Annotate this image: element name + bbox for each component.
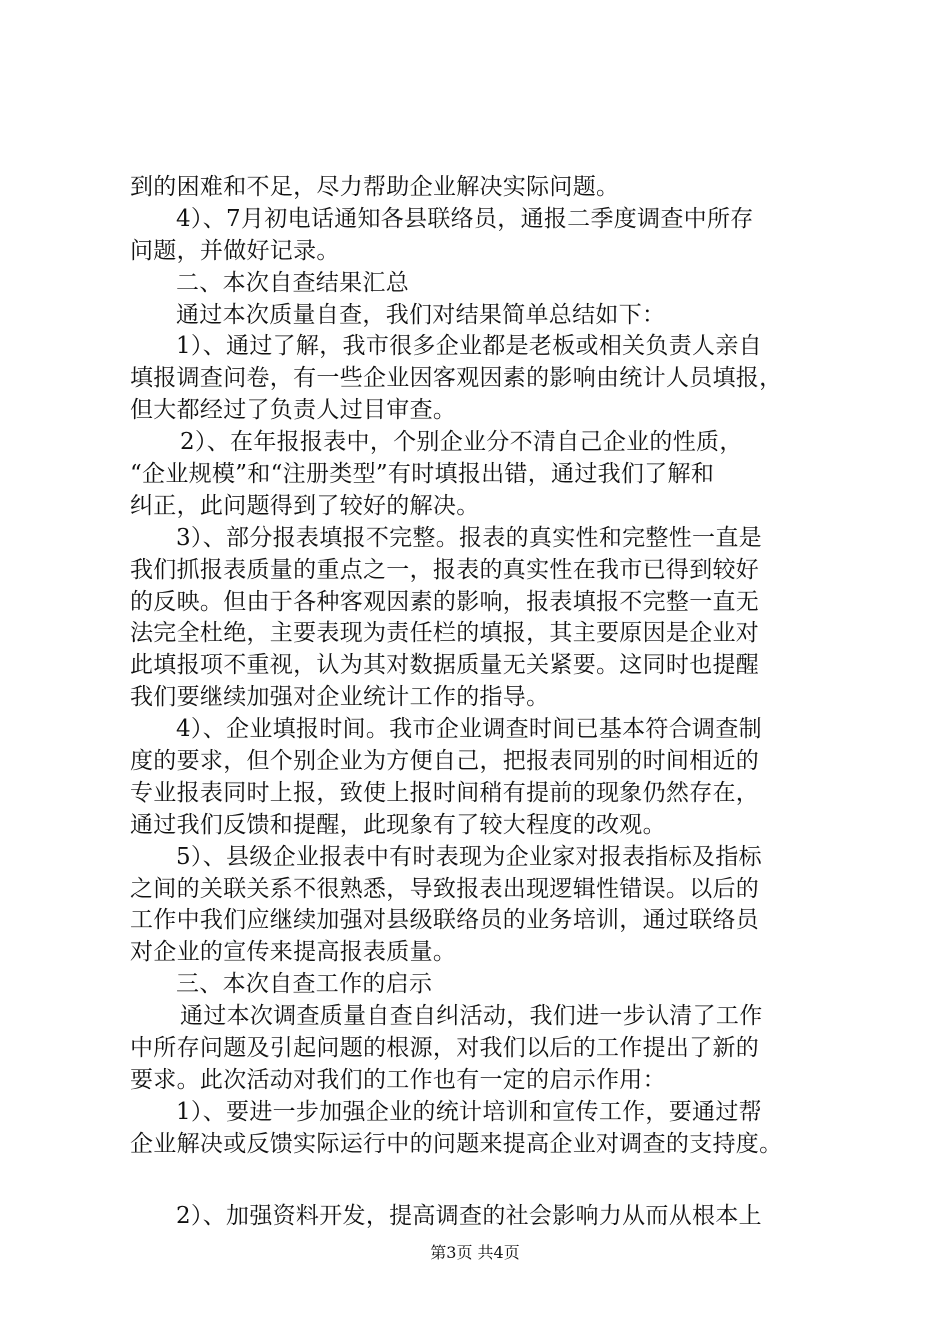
text-line: 法完全杜绝，主要表现为责任栏的填报，其主要原因是企业对 (130, 620, 760, 647)
text-line: 要求。此次活动对我们的工作也有一定的启示作用： (130, 1066, 666, 1093)
list-item-2: 2）、在年报报表中，个别企业分不清自己企业的性质， (180, 429, 743, 456)
page-number: 第3页 共4页 (430, 1243, 520, 1262)
text-line: 问题，并做好记录。 (130, 237, 340, 264)
text-line: 专业报表同时上报，致使上报时间稍有提前的现象仍然存在， (130, 779, 760, 806)
list-item-3: 3）、部分报表填报不完整。报表的真实性和完整性一直是 (176, 524, 762, 551)
text-line: 对企业的宣传来提高报表质量。 (130, 939, 457, 966)
list-item-1: 1）、通过了解，我市很多企业都是老板或相关负责人亲自 (176, 333, 762, 360)
text-line: 通过我们反馈和提醒，此现象有了较大程度的改观。 (130, 811, 666, 838)
paragraph-intro: 通过本次调查质量自查自纠活动，我们进一步认清了工作 (180, 1003, 763, 1030)
paragraph-gap (130, 1161, 830, 1201)
text-line: 纠正，此问题得到了较好的解决。 (130, 492, 480, 519)
text-line: 工作中我们应继续加强对县级联络员的业务培训，通过联络员 (130, 907, 760, 934)
text-line: 企业解决或反馈实际运行中的问题来提高企业对调查的支持度。 (130, 1130, 783, 1157)
page-footer (0, 1241, 950, 1265)
text-line: 此填报项不重视，认为其对数据质量无关紧要。这同时也提醒 (130, 652, 760, 679)
list-item-4: 4）、7月初电话通知各县联络员，通报二季度调查中所存 (176, 205, 754, 232)
section-heading-3: 三、本次自查工作的启示 (176, 971, 433, 998)
list-item-1: 1）、要进一步加强企业的统计培训和宣传工作，要通过帮 (176, 1098, 762, 1125)
list-item-4: 4）、企业填报时间。我市企业调查时间已基本符合调查制 (176, 716, 762, 743)
list-item-5: 5）、县级企业报表中有时表现为企业家对报表指标及指标 (176, 843, 762, 870)
text-line: 我们抓报表质量的重点之一，报表的真实性在我市已得到较好 (130, 556, 760, 583)
paragraph-intro: 通过本次质量自查，我们对结果简单总结如下： (176, 301, 666, 328)
section-heading-2: 二、本次自查结果汇总 (176, 269, 409, 296)
body-text (130, 172, 830, 1233)
text-line: 中所存问题及引起问题的根源，对我们以后的工作提出了新的 (130, 1035, 760, 1062)
list-item-2: 2）、加强资料开发，提高调查的社会影响力从而从根本上 (176, 1202, 762, 1229)
text-line: 填报调查问卷，有一些企业因客观因素的影响由统计人员填报， (130, 365, 783, 392)
text-line: “企业规模”和“注册类型”有时填报出错，通过我们了解和 (130, 461, 715, 488)
text-line: 但大都经过了负责人过目审查。 (130, 397, 457, 424)
text-line: 之间的关联关系不很熟悉，导致报表出现逻辑性错误。以后的 (130, 875, 760, 902)
text-line: 到的困难和不足，尽力帮助企业解决实际问题。 (130, 174, 620, 200)
text-line: 的反映。但由于各种客观因素的影响，报表填报不完整一直无 (130, 588, 760, 615)
text-line: 度的要求，但个别企业为方便自己，把报表同别的时间相近的 (130, 748, 760, 775)
text-line: 我们要继续加强对企业统计工作的指导。 (130, 684, 550, 711)
